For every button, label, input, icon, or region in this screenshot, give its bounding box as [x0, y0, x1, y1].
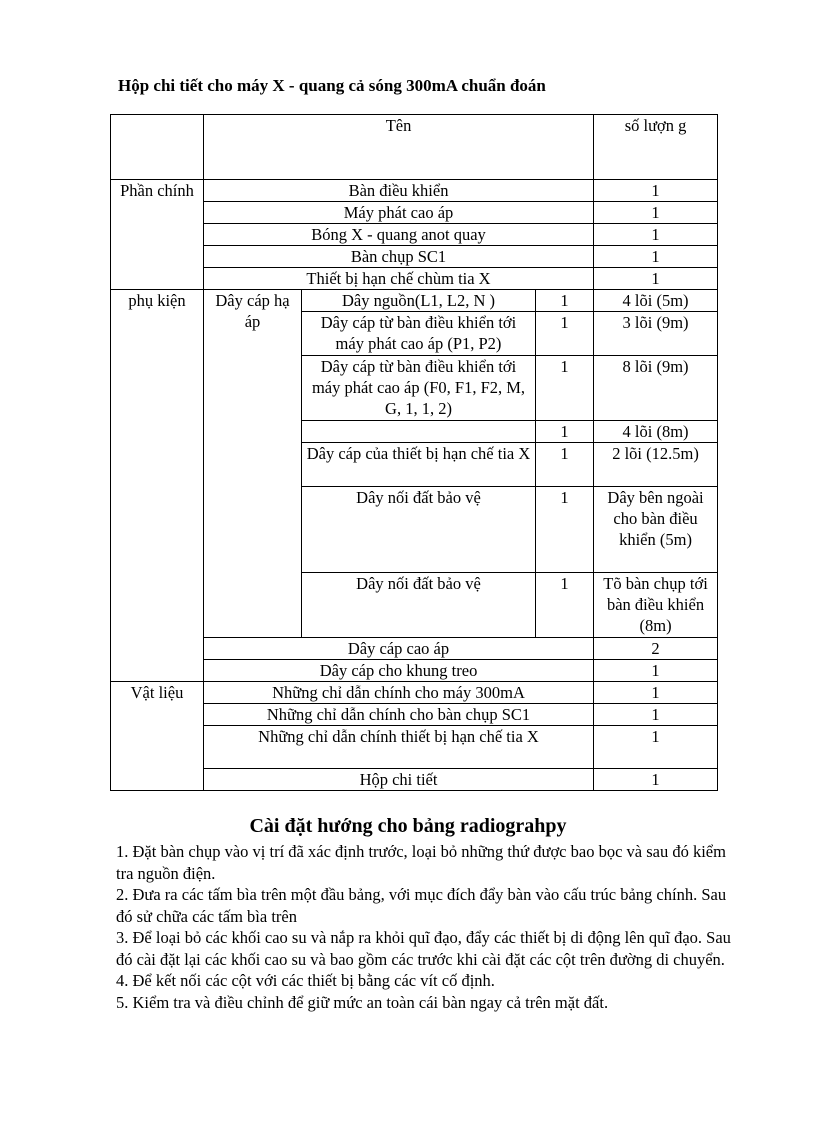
document-title: Hộp chi tiết cho máy X - quang cả sóng 300mA chuẩn đoán [118, 76, 546, 95]
item-name: Dây cáp của thiết bị hạn chế tia X [302, 443, 536, 487]
item-name: Máy phát cao áp [204, 202, 594, 224]
step-item: 2. Đưa ra các tấm bìa trên một đầu bảng, với mục đích đẩy bàn vào cấu trúc bảng chính. Sau đó sử chữa các tấm bìa trên [116, 885, 727, 926]
table-row [111, 290, 718, 312]
item-note: 2 lõi (12.5m) [594, 443, 718, 487]
item-qty: 1 [536, 421, 594, 443]
item-qty: 1 [536, 443, 594, 487]
item-qty: 1 [594, 202, 718, 224]
header-name: Tên [204, 115, 594, 180]
item-note: 3 lõi (9m) [594, 312, 718, 356]
item-note: Dây bên ngoài cho bàn điều khiển (5m) [594, 487, 718, 573]
item-qty: 1 [536, 573, 594, 638]
item-name: Bóng X - quang anot quay [204, 224, 594, 246]
installation-steps [116, 841, 736, 1013]
step-item: 4. Để kết nối các cột với các thiết bị bằng các vít cố định. [116, 971, 495, 990]
item-qty: 1 [594, 180, 718, 202]
item-name: Dây nối đất bảo vệ [302, 573, 536, 638]
item-qty: 1 [536, 312, 594, 356]
header-quantity: số lượn g [594, 115, 718, 180]
item-note: 4 lõi (8m) [594, 421, 718, 443]
item-note: Tõ bàn chụp tới bàn điều khiển (8m) [594, 573, 718, 638]
table-row [111, 180, 718, 202]
item-name: Bàn điều khiển [204, 180, 594, 202]
item-qty: 1 [594, 769, 718, 791]
item-name: Những chỉ dẫn chính cho máy 300mA [204, 682, 594, 704]
item-qty: 1 [536, 356, 594, 421]
item-note: 4 lõi (5m) [594, 290, 718, 312]
item-name: Những chỉ dẫn chính cho bàn chụp SC1 [204, 704, 594, 726]
step-item: 3. Để loại bỏ các khối cao su và nắp ra khỏi quĩ đạo, đẩy các thiết bị di động lên quĩ đạo. Sau đó cài đặt lại các khối cao su và bao gồm các trước khi cài đặt các cột trên đường di chuyển. [116, 928, 731, 969]
item-qty: 1 [594, 660, 718, 682]
table-header-row [111, 115, 718, 180]
item-name: Thiết bị hạn chế chùm tia X [204, 268, 594, 290]
item-name: Dây nguồn(L1, L2, N ) [302, 290, 536, 312]
item-qty: 1 [594, 224, 718, 246]
group-materials: Vật liệu [111, 682, 204, 791]
subgroup-low-voltage-cable: Dây cáp hạ áp [204, 290, 302, 638]
item-note: 8 lõi (9m) [594, 356, 718, 421]
item-name: Bàn chụp SC1 [204, 246, 594, 268]
section-title: Cài đặt hướng cho bảng radiograhpy [249, 815, 567, 837]
item-qty: 1 [536, 290, 594, 312]
item-qty: 2 [594, 638, 718, 660]
item-name: Dây cáp từ bàn điều khiển tới máy phát cao áp (P1, P2) [302, 312, 536, 356]
group-accessories: phụ kiện [111, 290, 204, 682]
item-qty: 1 [594, 268, 718, 290]
item-name: Dây cáp từ bàn điều khiển tới máy phát cao áp (F0, F1, F2, M, G, 1, 1, 2) [302, 356, 536, 421]
item-qty: 1 [536, 487, 594, 573]
item-name [302, 421, 536, 443]
item-qty: 1 [594, 726, 718, 769]
item-qty: 1 [594, 246, 718, 268]
group-main: Phần chính [111, 180, 204, 290]
header-empty-cell [111, 115, 204, 180]
item-name: Dây cáp cho khung treo [204, 660, 594, 682]
item-name: Những chỉ dẫn chính thiết bị hạn chế tia X [204, 726, 594, 769]
item-name: Hộp chi tiết [204, 769, 594, 791]
parts-table [110, 114, 718, 791]
item-name: Dây cáp cao áp [204, 638, 594, 660]
step-item: 1. Đặt bàn chụp vào vị trí đã xác định trước, loại bỏ những thứ được bao bọc và sau đó kiểm tra nguồn điện. [116, 842, 726, 883]
table-row [111, 682, 718, 704]
item-qty: 1 [594, 704, 718, 726]
step-item: 5. Kiểm tra và điều chỉnh để giữ mức an toàn cái bàn ngay cả trên mặt đất. [116, 992, 609, 1012]
item-name: Dây nối đất bảo vệ [302, 487, 536, 573]
item-qty: 1 [594, 682, 718, 704]
